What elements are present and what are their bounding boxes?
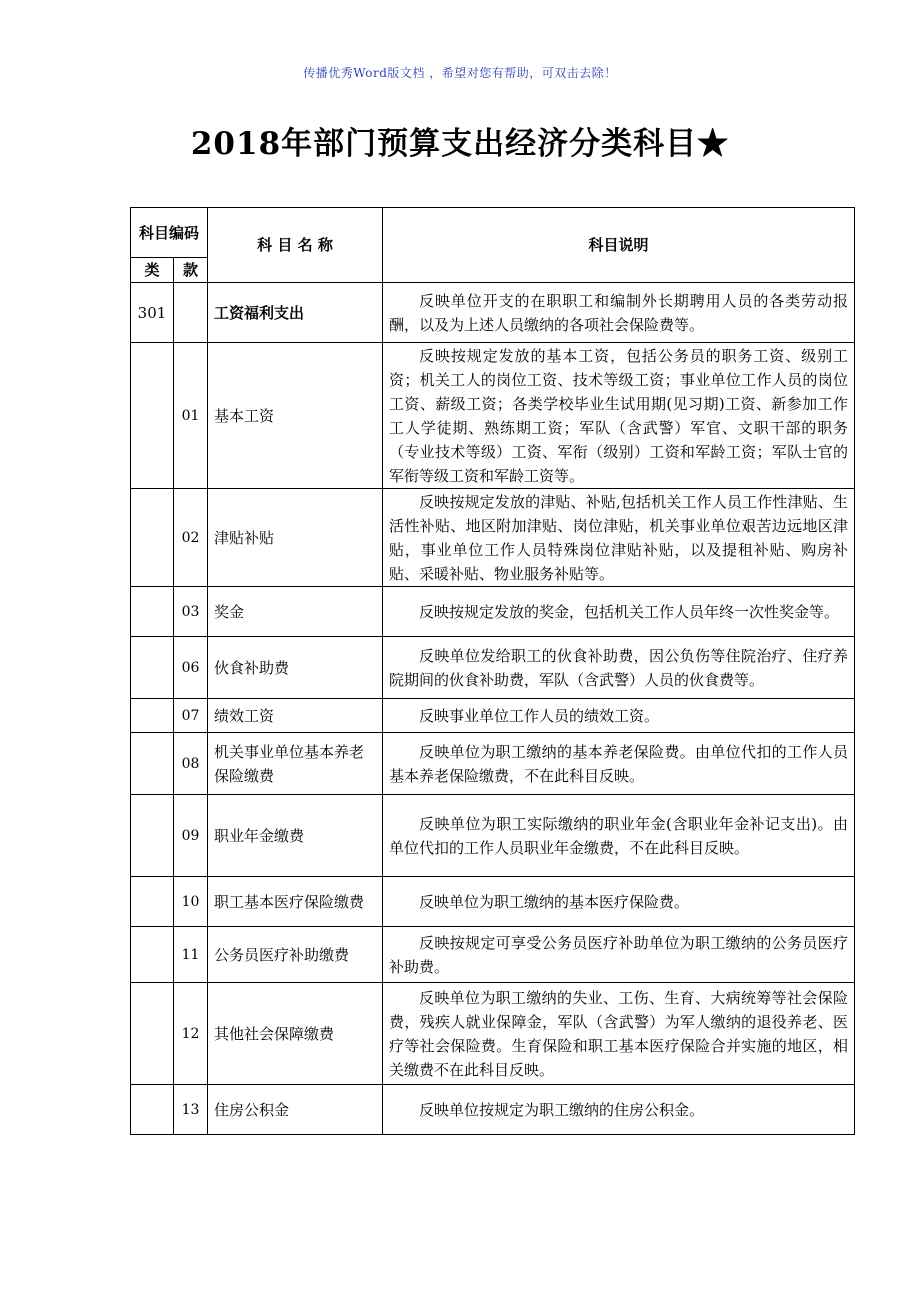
category-code: 301 — [131, 283, 174, 343]
item-code: 02 — [174, 489, 208, 587]
table-row — [131, 733, 855, 795]
item-code: 06 — [174, 637, 208, 699]
item-name: 津贴补贴 — [208, 489, 383, 587]
table-row — [131, 343, 855, 489]
table-row — [131, 983, 855, 1085]
category-row — [131, 283, 855, 343]
item-code: 13 — [174, 1085, 208, 1135]
item-code: 01 — [174, 343, 208, 489]
item-name: 职工基本医疗保险缴费 — [208, 877, 383, 927]
item-desc: 反映单位为职工实际缴纳的职业年金(含职业年金补记支出)。由单位代扣的工作人员职业年金缴费，不在此科目反映。 — [383, 795, 855, 877]
lei-empty — [131, 927, 174, 983]
item-desc: 反映单位为职工缴纳的基本养老保险费。由单位代扣的工作人员基本养老保险缴费，不在此科目反映。 — [383, 733, 855, 795]
lei-empty — [131, 983, 174, 1085]
item-code: 12 — [174, 983, 208, 1085]
item-desc: 反映按规定可享受公务员医疗补助单位为职工缴纳的公务员医疗补助费。 — [383, 927, 855, 983]
lei-empty — [131, 795, 174, 877]
category-name: 工资福利支出 — [208, 283, 383, 343]
lei-empty — [131, 637, 174, 699]
item-code: 09 — [174, 795, 208, 877]
item-code: 10 — [174, 877, 208, 927]
lei-empty — [131, 877, 174, 927]
category-empty — [174, 283, 208, 343]
table-row — [131, 637, 855, 699]
lei-empty — [131, 1085, 174, 1135]
item-code: 03 — [174, 587, 208, 637]
lei-empty — [131, 489, 174, 587]
item-desc: 反映按规定发放的基本工资，包括公务员的职务工资、级别工资；机关工人的岗位工资、技术等级工资；事业单位工作人员的岗位工资、薪级工资；各类学校毕业生试用期(见习期)工资、新参加工作工人学徒期、熟练期工资；军队（含武警）军官、文职干部的职务（专业技术等级）工资、军衔（级别）工资和军龄工资；军队士官的军衔等级工资和军龄工资等。 — [383, 343, 855, 489]
item-desc: 反映按规定发放的津贴、补贴,包括机关工作人员工作性津贴、生活性补贴、地区附加津贴、岗位津贴，机关事业单位艰苦边远地区津贴，事业单位工作人员特殊岗位津贴补贴，以及提租补贴、购房补贴、采暖补贴、物业服务补贴等。 — [383, 489, 855, 587]
item-code: 08 — [174, 733, 208, 795]
header-desc: 科目说明 — [383, 208, 855, 283]
table-row — [131, 1085, 855, 1135]
table-row — [131, 587, 855, 637]
header-code: 科目编码 — [131, 208, 208, 258]
item-desc: 反映单位发给职工的伙食补助费，因公负伤等住院治疗、住疗养院期间的伙食补助费，军队（含武警）人员的伙食费等。 — [383, 637, 855, 699]
item-name: 奖金 — [208, 587, 383, 637]
item-desc: 反映单位按规定为职工缴纳的住房公积金。 — [383, 1085, 855, 1135]
category-desc: 反映单位开支的在职职工和编制外长期聘用人员的各类劳动报酬，以及为上述人员缴纳的各项社会保险费等。 — [383, 283, 855, 343]
classification-table — [130, 207, 855, 1135]
header-row — [131, 208, 855, 258]
item-name: 其他社会保障缴费 — [208, 983, 383, 1085]
header-name: 科 目 名 称 — [208, 208, 383, 283]
item-name: 机关事业单位基本养老保险缴费 — [208, 733, 383, 795]
item-desc: 反映按规定发放的奖金，包括机关工作人员年终一次性奖金等。 — [383, 587, 855, 637]
header-kuan: 款 — [174, 258, 208, 283]
lei-empty — [131, 343, 174, 489]
item-name: 基本工资 — [208, 343, 383, 489]
item-code: 07 — [174, 699, 208, 733]
item-name: 伙食补助费 — [208, 637, 383, 699]
table-row — [131, 877, 855, 927]
table-row — [131, 489, 855, 587]
watermark-banner: 传播优秀Word版文档 ，希望对您有帮助，可双击去除！ — [303, 66, 617, 80]
table-row — [131, 699, 855, 733]
item-desc: 反映单位为职工缴纳的基本医疗保险费。 — [383, 877, 855, 927]
lei-empty — [131, 699, 174, 733]
header-lei: 类 — [131, 258, 174, 283]
table-row — [131, 795, 855, 877]
table-row — [131, 927, 855, 983]
item-name: 绩效工资 — [208, 699, 383, 733]
item-desc: 反映单位为职工缴纳的失业、工伤、生育、大病统筹等社会保险费，残疾人就业保障金，军队（含武警）为军人缴纳的退役养老、医疗等社会保险费。生育保险和职工基本医疗保险合并实施的地区，相关缴费不在此科目反映。 — [383, 983, 855, 1085]
item-desc: 反映事业单位工作人员的绩效工资。 — [383, 699, 855, 733]
item-name: 住房公积金 — [208, 1085, 383, 1135]
lei-empty — [131, 733, 174, 795]
item-name: 职业年金缴费 — [208, 795, 383, 877]
document-title: 2018年部门预算支出经济分类科目★ — [190, 126, 730, 162]
lei-empty — [131, 587, 174, 637]
item-name: 公务员医疗补助缴费 — [208, 927, 383, 983]
item-code: 11 — [174, 927, 208, 983]
